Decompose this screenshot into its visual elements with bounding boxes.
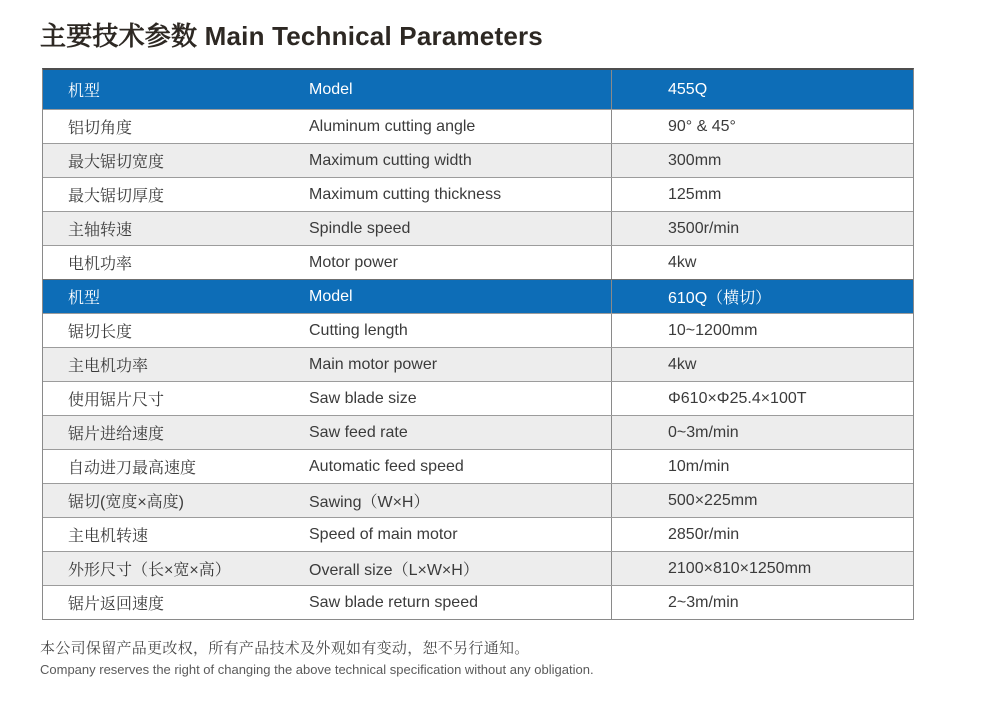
param-value: 4kw [611,348,913,381]
param-name-en: Spindle speed [309,219,411,237]
param-value: Φ610×Φ25.4×100T [611,382,913,415]
param-name-en: Motor power [309,253,398,271]
param-name-en: Saw blade return speed [309,593,478,611]
table-row [43,517,913,551]
table-row [43,211,913,245]
param-value: 10~1200mm [611,314,913,347]
table-row [43,551,913,585]
param-name-en: Automatic feed speed [309,457,464,475]
disclaimer [40,637,594,677]
param-name-cn: 最大锯切厚度 [68,188,165,205]
param-name-en: Speed of main motor [309,525,458,543]
param-value: 455Q [611,70,913,109]
param-name-en: Sawing（W×H） [309,494,430,511]
param-name-cn: 自动进刀最高速度 [68,460,197,477]
param-name-cn: 使用锯片尺寸 [68,392,165,409]
param-name-cn: 锯片返回速度 [68,596,165,613]
param-name-en: Main motor power [309,355,438,373]
table-row [43,143,913,177]
table-header-row-610q [43,279,913,313]
param-name-cn: 主电机转速 [68,528,149,545]
param-value: 125mm [611,178,913,211]
table-row [43,177,913,211]
param-name-en: Maximum cutting width [309,151,472,169]
param-value: 2100×810×1250mm [611,552,913,585]
param-name-cn: 锯切长度 [68,324,133,341]
param-value: 500×225mm [611,484,913,517]
param-name-cn: 外形尺寸（长×宽×高） [68,562,231,579]
table-row [43,415,913,449]
param-name-en: Aluminum cutting angle [309,117,476,135]
param-value: 4kw [611,246,913,279]
table-row [43,347,913,381]
param-name-en: Model [309,287,353,305]
table-header-row-455q [43,70,913,109]
technical-parameters-table [42,68,914,620]
param-value: 0~3m/min [611,416,913,449]
table-row [43,313,913,347]
table-row [43,483,913,517]
param-name-en: Maximum cutting thickness [309,185,502,203]
param-name-en: Saw feed rate [309,423,408,441]
param-name-en: Saw blade size [309,389,417,407]
table-row [43,381,913,415]
param-value: 300mm [611,144,913,177]
disclaimer-cn: 本公司保留产品更改权，所有产品技术及外观如有变动，恕不另行通知。 [40,640,530,657]
param-value: 610Q（横切） [611,280,913,313]
param-name-cn: 机型 [68,290,101,307]
param-value: 10m/min [611,450,913,483]
param-name-cn: 铝切角度 [68,120,133,137]
table-row [43,449,913,483]
param-name-cn: 主电机功率 [68,358,149,375]
param-name-en: Overall size（L×W×H） [309,562,479,579]
param-name-en: Model [309,80,353,98]
param-name-cn: 机型 [68,83,101,100]
param-name-cn: 锯切(宽度×高度) [68,494,185,511]
param-value: 2850r/min [611,518,913,551]
param-value: 90° & 45° [611,110,913,143]
param-name-cn: 锯片进给速度 [68,426,165,443]
param-name-cn: 最大锯切宽度 [68,154,165,171]
page-title: 主要技术参数 Main Technical Parameters [40,21,543,51]
param-value: 3500r/min [611,212,913,245]
param-name-cn: 电机功率 [68,256,133,273]
table-row [43,109,913,143]
param-name-en: Cutting length [309,321,408,339]
table-row [43,585,913,619]
param-name-cn: 主轴转速 [68,222,133,239]
param-value: 2~3m/min [611,586,913,619]
disclaimer-en: Company reserves the right of changing the above technical specification without any obligation. [40,662,594,677]
table-row [43,245,913,279]
